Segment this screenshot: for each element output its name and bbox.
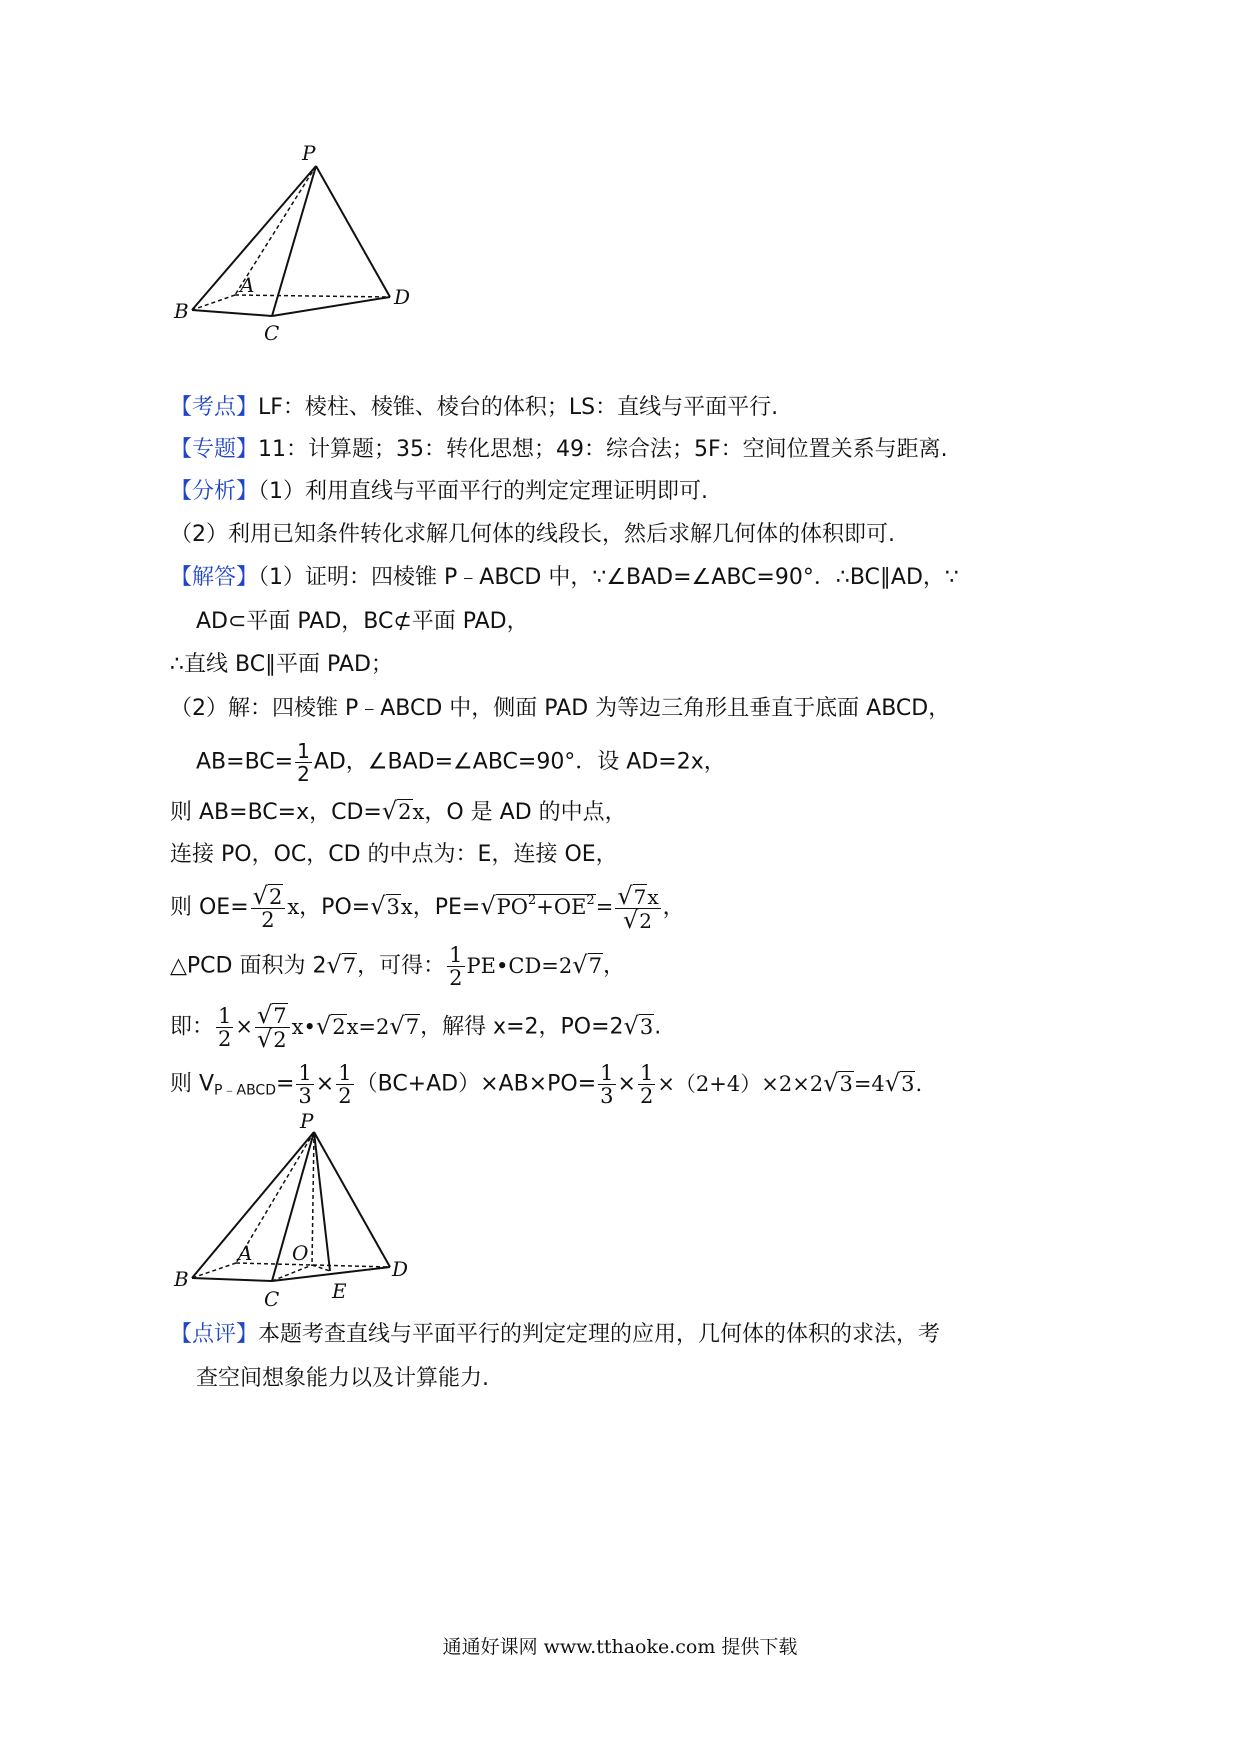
- fenxi-text-2: （2）利用已知条件转化求解几何体的线段长，然后求解几何体的体积即可.: [170, 522, 895, 547]
- jieda-line-1: [170, 563, 959, 593]
- pyramid-figure-1: [174, 140, 460, 380]
- kede-label: ，可得：: [357, 953, 446, 979]
- volume-subscript: P﹣ABCD: [214, 1082, 276, 1099]
- jieda-text-2: AD⊂平面 PAD，BC⊄平面 PAD，: [196, 609, 529, 634]
- ji-expr: x•√2x=2√7: [291, 1011, 420, 1040]
- po-value: √3x: [370, 892, 413, 920]
- zhuanti-line: [170, 435, 948, 465]
- fenxi-text-1: （1）利用直线与平面平行的判定定理证明即可.: [258, 479, 709, 504]
- label-a: A: [240, 273, 255, 297]
- v-half-2: $\frac{1}{2}$: [639, 1061, 654, 1108]
- solve-text: ，解得 x=2，PO=2: [420, 1014, 624, 1040]
- pe-value: $√PO^2+OE^2=$ $\frac{√7x}{√2}$: [480, 882, 659, 934]
- jieda-line-3: [170, 650, 393, 680]
- fenxi-line-1: [170, 477, 708, 507]
- label-c2: C: [264, 1287, 280, 1311]
- label-a2: A: [238, 1241, 253, 1265]
- jieda-line-9: △PCD 面积为 2√7，可得： $\frac{1}{2}$ PE•CD=2√7，: [170, 943, 625, 990]
- jieda-line-5: [196, 740, 726, 785]
- label-p: P: [302, 141, 316, 165]
- po-result: √3: [623, 1011, 654, 1040]
- zhuanti-tag: 【专题】: [170, 437, 259, 462]
- ab-bc-label: AB=BC=: [196, 749, 294, 775]
- label-p2: P: [300, 1109, 314, 1133]
- jieda-text-1: （1）证明：四棱锥 P﹣ABCD 中，∵∠BAD=∠ABC=90°．∴BC∥AD，∵: [258, 565, 959, 590]
- volume-expr: （BC+AD）×AB×PO=: [355, 1071, 597, 1097]
- connect-text: 连接 PO，OC，CD 的中点为：E，连接 OE，: [170, 842, 618, 867]
- page-footer: 通通好课网 www.tthaoke.com 提供下载: [442, 1636, 798, 1658]
- jieda-line-2: [196, 607, 529, 637]
- v-third: $\frac{1}{3}$: [298, 1061, 312, 1108]
- po-label: ，PO=: [299, 895, 371, 920]
- jieda-line-4: [170, 694, 950, 724]
- pcd-area-value: √7: [326, 950, 357, 979]
- label-e: E: [332, 1279, 347, 1303]
- jieda-text-3: ∴直线 BC∥平面 PAD；: [170, 652, 393, 677]
- fenxi-tag: 【分析】: [170, 479, 259, 504]
- jieda-line-11: 则 $V_{P﹣ABCD}=$ $\frac{1}{3}$ × $\frac{1}{2}$ （BC+AD）×AB×PO= $\frac{1}{3}$ × $\frac{1}{2}$ ×（2+4）×2×2√3=4√3.: [170, 1061, 923, 1108]
- oe-label: 则 OE=: [170, 895, 249, 920]
- label-b: B: [174, 299, 189, 323]
- pe-label: ，PE=: [412, 895, 481, 920]
- kaodian-text: LF：棱柱、棱锥、棱台的体积；LS：直线与平面平行.: [258, 395, 779, 420]
- jieda-line-8: 则 OE= $\frac{√2}{2}$ x，PO=√3x，$PE=√PO^2+OE^2=$ $\frac{√7x}{√2}$ ，: [170, 882, 685, 934]
- ad-angles-text: AD，∠BAD=∠ABC=90°．设 AD=2x，: [313, 749, 726, 775]
- ji-frac: $\frac{√7}{√2}$: [255, 1004, 290, 1051]
- kaodian-line: [170, 393, 778, 423]
- label-d: D: [394, 285, 411, 309]
- dianping-line-2: [196, 1364, 489, 1394]
- dianping-text-1: 本题考查直线与平面平行的判定定理的应用，几何体的体积的求法，考: [258, 1322, 941, 1347]
- o-midpoint-text: ，O 是 AD 的中点，: [424, 800, 627, 825]
- oe-frac: $\frac{√2}{2}$: [251, 885, 286, 931]
- kaodian-tag: 【考点】: [170, 395, 259, 420]
- pcd-half: $\frac{1}{2}$: [449, 943, 463, 990]
- frac-half: $\frac{1}{2}$: [297, 739, 310, 786]
- ji-half: $\frac{1}{2}$: [218, 1004, 232, 1051]
- pe-cd-expr: PE•CD=2√7: [466, 950, 602, 979]
- label-o: O: [292, 1241, 309, 1265]
- volume-result: ×（2+4）×2×2√3=4√3.: [657, 1068, 923, 1097]
- dianping-line-1: [170, 1320, 940, 1350]
- dianping-text-2: 查空间想象能力以及计算能力.: [196, 1366, 489, 1391]
- fenxi-line-2: [170, 520, 895, 550]
- cd-value: √2x: [381, 797, 425, 825]
- jieda-text-4: （2）解：四棱锥 P﹣ABCD 中，侧面 PAD 为等边三角形且垂直于底面 ABCD，: [170, 696, 951, 721]
- volume-label: 则 V: [170, 1071, 215, 1097]
- jieda-line-6: [170, 796, 627, 828]
- jieda-line-7: [170, 840, 618, 870]
- ji-label: 即：: [170, 1014, 215, 1040]
- label-d2: D: [392, 1257, 409, 1281]
- jieda-tag: 【解答】: [170, 565, 259, 590]
- v-third-2: $\frac{1}{3}$: [600, 1061, 614, 1108]
- v-half: $\frac{1}{2}$: [338, 1061, 352, 1108]
- label-b2: B: [174, 1267, 189, 1291]
- dianping-tag: 【点评】: [170, 1322, 259, 1347]
- label-c: C: [264, 321, 280, 345]
- jieda-line-10: 即： $\frac{1}{2}$ × $\frac{√7}{√2}$ x•√2x=2√7，解得 x=2，PO=2√3.: [170, 1001, 662, 1053]
- cd-label: 则 AB=BC=x，CD=: [170, 800, 382, 825]
- pcd-area-label: △PCD 面积为 2: [170, 953, 327, 979]
- zhuanti-text: 11：计算题；35：转化思想；49：综合法；5F：空间位置关系与距离.: [258, 437, 948, 462]
- pyramid-figure-2: [174, 1108, 460, 1311]
